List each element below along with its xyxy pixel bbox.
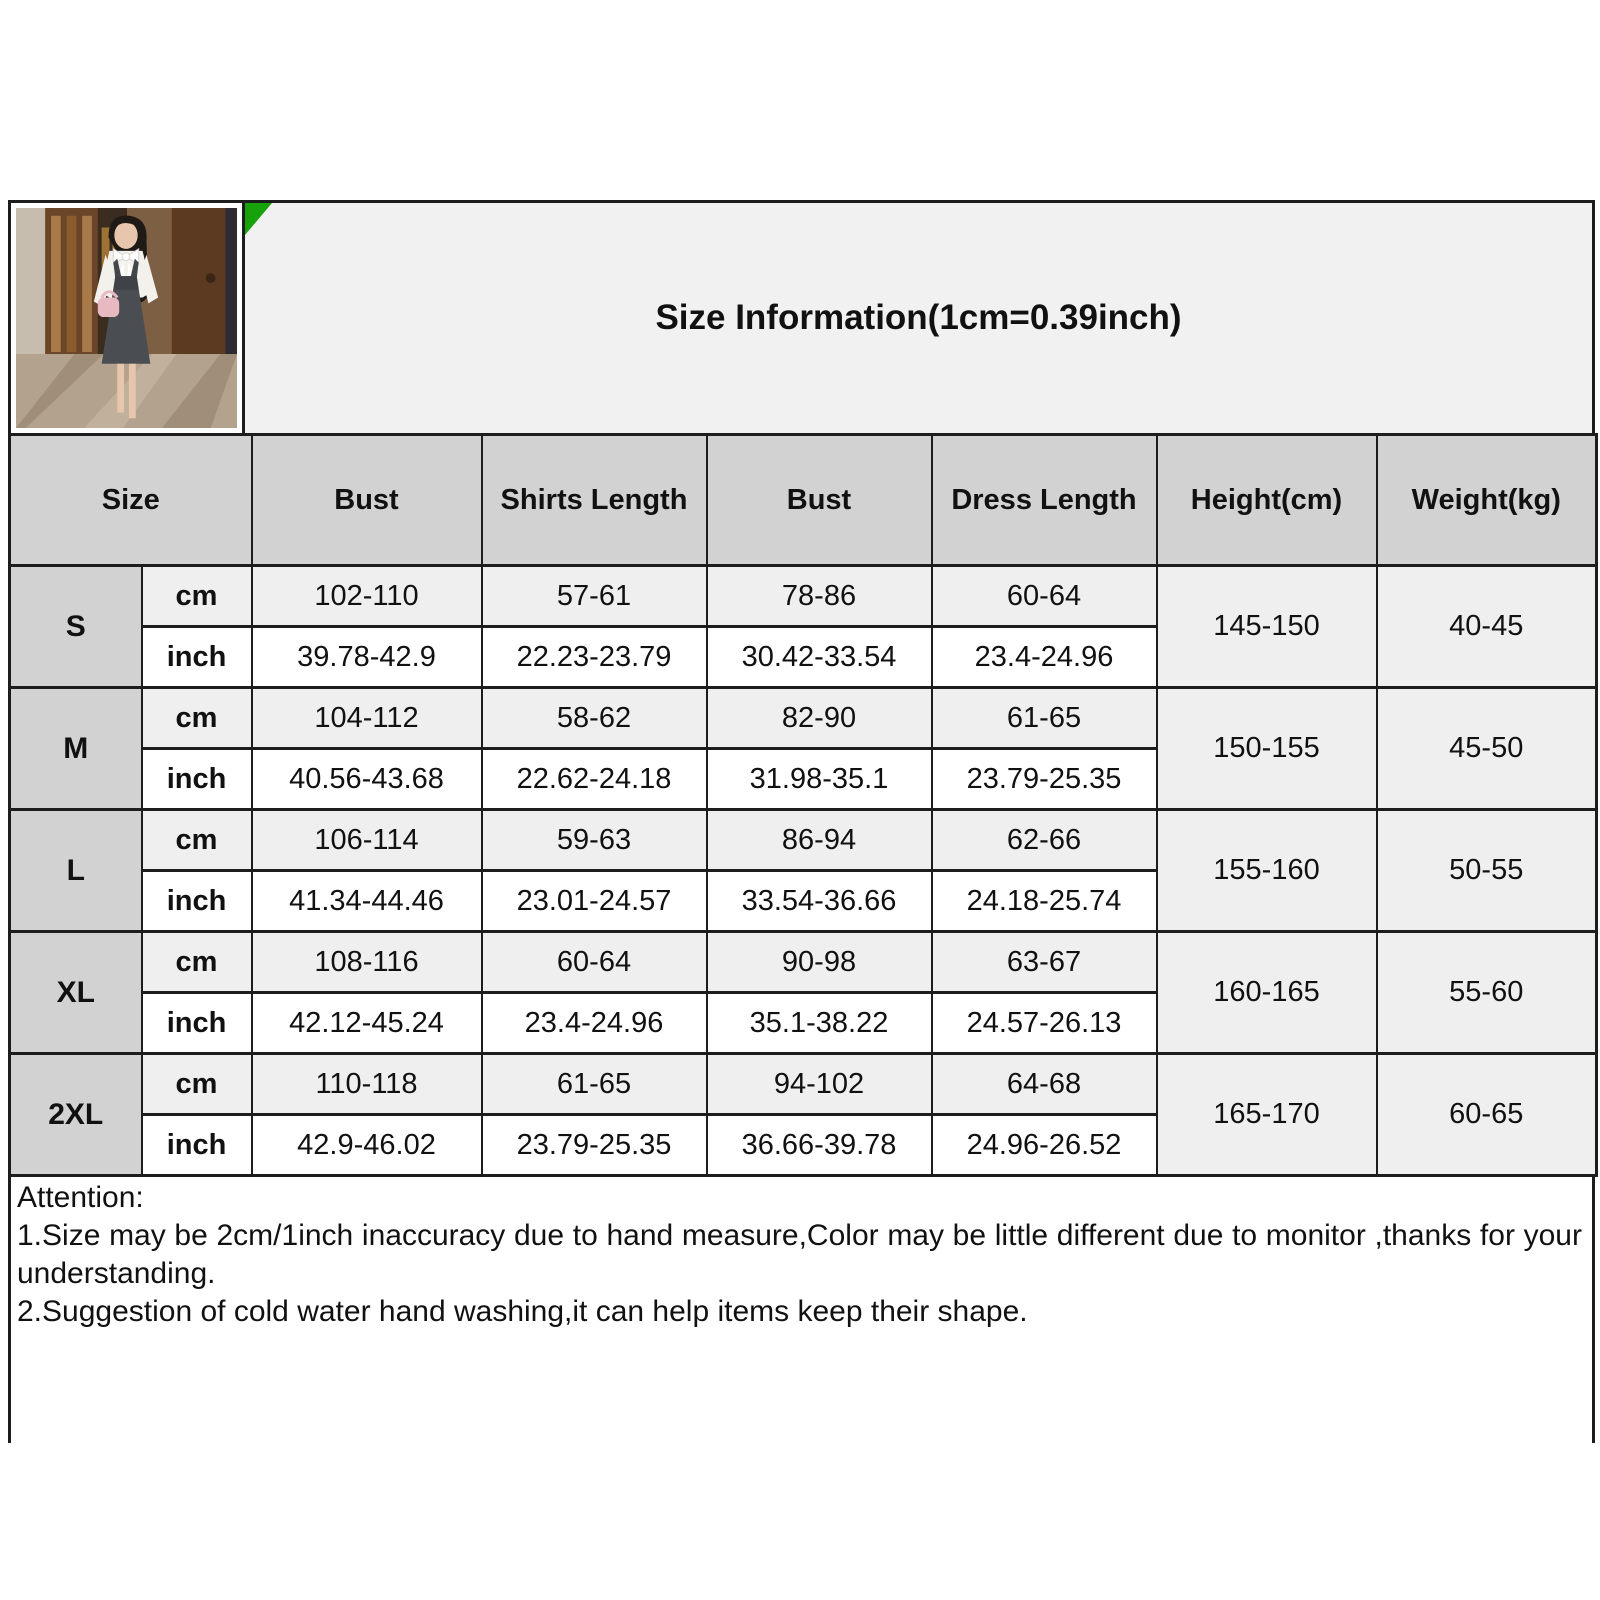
table-cell: 22.62-24.18 [482, 749, 707, 810]
unit-label: cm [142, 932, 252, 993]
attention-line-1: 1.Size may be 2cm/1inch inaccuracy due to hand measure,Color may be little different due to monitor ,thanks for your understanding. [17, 1219, 1582, 1290]
table-cell: 60-64 [932, 566, 1157, 627]
table-cell: 23.4-24.96 [482, 993, 707, 1054]
table-cell: 61-65 [932, 688, 1157, 749]
product-photo-illustration [16, 208, 237, 428]
table-cell: 42.9-46.02 [252, 1115, 482, 1176]
size-label: M [10, 688, 142, 810]
unit-label: cm [142, 566, 252, 627]
product-photo [8, 200, 245, 436]
table-cell: 64-68 [932, 1054, 1157, 1115]
table-cell: 23.01-24.57 [482, 871, 707, 932]
header-height: Height(cm) [1157, 435, 1377, 566]
size-table [8, 433, 1598, 1177]
height-cell: 155-160 [1157, 810, 1377, 932]
table-cell: 94-102 [707, 1054, 932, 1115]
table-cell: 24.96-26.52 [932, 1115, 1157, 1176]
table-cell: 108-116 [252, 932, 482, 993]
size-label: 2XL [10, 1054, 142, 1176]
table-row [10, 1054, 1597, 1115]
header-row [10, 435, 1597, 566]
attention-note [8, 1177, 1595, 1443]
table-cell: 35.1-38.22 [707, 993, 932, 1054]
table-row [10, 932, 1597, 993]
unit-label: inch [142, 627, 252, 688]
weight-cell: 40-45 [1377, 566, 1597, 688]
table-cell: 62-66 [932, 810, 1157, 871]
table-row [10, 566, 1597, 627]
size-label: L [10, 810, 142, 932]
size-label: S [10, 566, 142, 688]
weight-cell: 50-55 [1377, 810, 1597, 932]
header-weight: Weight(kg) [1377, 435, 1597, 566]
weight-cell: 55-60 [1377, 932, 1597, 1054]
page-title: Size Information(1cm=0.39inch) [655, 298, 1182, 337]
unit-label: inch [142, 871, 252, 932]
weight-cell: 60-65 [1377, 1054, 1597, 1176]
header-bust: Bust [252, 435, 482, 566]
size-chart-panel [8, 200, 1595, 1443]
attention-line-2: 2.Suggestion of cold water hand washing,it can help items keep their shape. [17, 1295, 1028, 1328]
attention-heading: Attention: [17, 1181, 144, 1214]
table-cell: 63-67 [932, 932, 1157, 993]
header-dress-length: Dress Length [932, 435, 1157, 566]
table-cell: 24.18-25.74 [932, 871, 1157, 932]
table-cell: 41.34-44.46 [252, 871, 482, 932]
table-cell: 58-62 [482, 688, 707, 749]
unit-label: cm [142, 810, 252, 871]
table-cell: 40.56-43.68 [252, 749, 482, 810]
unit-label: inch [142, 1115, 252, 1176]
table-cell: 102-110 [252, 566, 482, 627]
table-cell: 106-114 [252, 810, 482, 871]
table-cell: 60-64 [482, 932, 707, 993]
table-row [10, 810, 1597, 871]
table-cell: 59-63 [482, 810, 707, 871]
table-cell: 82-90 [707, 688, 932, 749]
table-cell: 110-118 [252, 1054, 482, 1115]
weight-cell: 45-50 [1377, 688, 1597, 810]
size-label: XL [10, 932, 142, 1054]
table-row [10, 688, 1597, 749]
banner-row [8, 200, 1595, 436]
header-shirts-length: Shirts Length [482, 435, 707, 566]
header-size: Size [10, 435, 252, 566]
unit-label: cm [142, 1054, 252, 1115]
table-cell: 23.79-25.35 [482, 1115, 707, 1176]
height-cell: 150-155 [1157, 688, 1377, 810]
table-cell: 57-61 [482, 566, 707, 627]
table-cell: 90-98 [707, 932, 932, 993]
table-cell: 22.23-23.79 [482, 627, 707, 688]
table-cell: 104-112 [252, 688, 482, 749]
table-cell: 24.57-26.13 [932, 993, 1157, 1054]
table-cell: 30.42-33.54 [707, 627, 932, 688]
unit-label: cm [142, 688, 252, 749]
table-cell: 61-65 [482, 1054, 707, 1115]
unit-label: inch [142, 993, 252, 1054]
table-cell: 23.79-25.35 [932, 749, 1157, 810]
unit-label: inch [142, 749, 252, 810]
corner-marker-icon [245, 203, 272, 235]
height-cell: 160-165 [1157, 932, 1377, 1054]
table-cell: 78-86 [707, 566, 932, 627]
table-cell: 31.98-35.1 [707, 749, 932, 810]
table-cell: 23.4-24.96 [932, 627, 1157, 688]
title-cell [245, 200, 1595, 436]
table-cell: 39.78-42.9 [252, 627, 482, 688]
header-bust-2: Bust [707, 435, 932, 566]
height-cell: 165-170 [1157, 1054, 1377, 1176]
table-cell: 42.12-45.24 [252, 993, 482, 1054]
table-cell: 86-94 [707, 810, 932, 871]
table-cell: 36.66-39.78 [707, 1115, 932, 1176]
height-cell: 145-150 [1157, 566, 1377, 688]
table-cell: 33.54-36.66 [707, 871, 932, 932]
